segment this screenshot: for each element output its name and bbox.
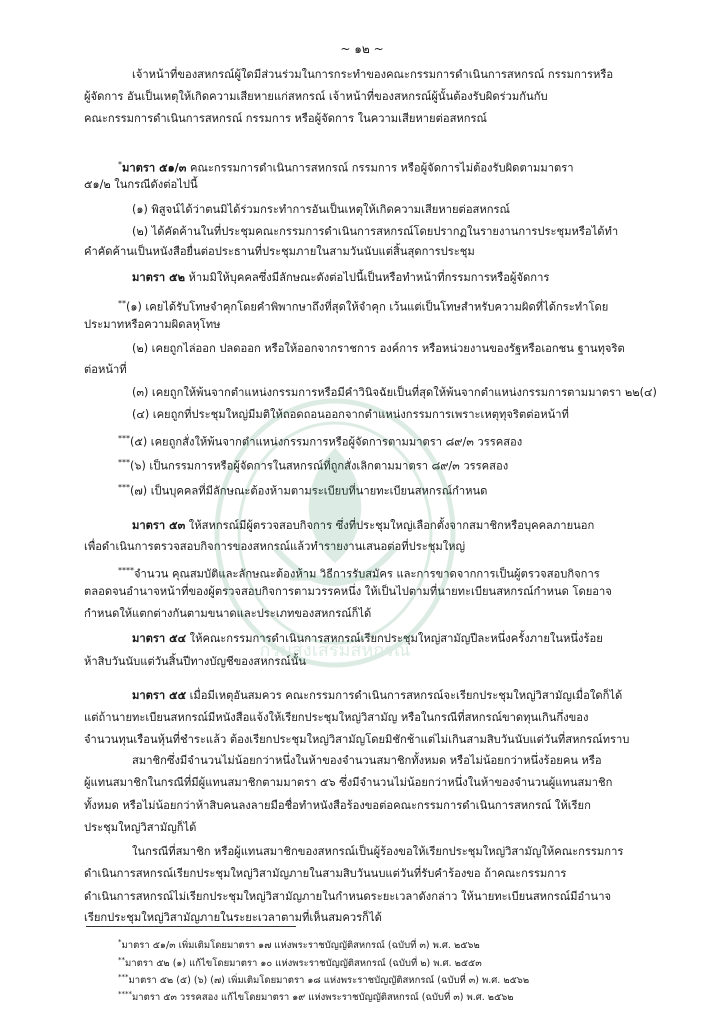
footnote-marker: ****: [118, 990, 132, 998]
line-text: (๖) เป็นกรรมการหรือผู้จัดการในสหกรณ์ที่ถูกสั่งเลิกตามมาตรา ๘๙/๓ วรรคสอง: [130, 459, 509, 473]
line-text: (๒) ได้คัดค้านในที่ประชุมคณะกรรมการดำเนินการสหกรณ์โดยปรากฏในรายงานการประชุมหรือได้ทำ: [132, 225, 619, 238]
paragraph-5-line-1: [84, 318, 658, 332]
line-text: ประมาทหรือความผิดลหุโทษ: [84, 318, 221, 331]
line-text: ดำเนินการสหกรณ์เรียกประชุมใหญ่วิสามัญภายในสามสิบวันนบแต่วันที่รับคำร้องขอ ถ้าคณะกรรมการ: [84, 867, 567, 880]
line-text: ตลอดจนอำนาจหน้าที่ของผู้ตรวจสอบกิจการตามวรรคหนึ่ง ให้เป็นไปตามที่นายทะเบียนสหกรณ์กำหนด โดยอาจ: [84, 585, 612, 598]
line-text: (๒) เคยถูกไล่ออก ปลดออก หรือให้ออกจากราชการ องค์การ หรือหน่วยงานของรัฐหรือเอกชน ฐานทุจริต: [132, 342, 625, 355]
line-text: เจ้าหน้าที่ของสหกรณ์ผู้ใดมีส่วนร่วมในการกระทำของคณะกรรมการดำเนินการสหกรณ์ กรรมการหรือ: [132, 68, 614, 81]
footnote-3: [118, 971, 529, 987]
line-text: เมื่อมีเหตุอันสมควร คณะกรรมการดำเนินการสหกรณ์จะเรียกประชุมใหญ่วิสามัญเมื่อใดก็ได้: [186, 689, 623, 702]
line-text: (๑) เคยได้รับโทษจำคุกโดยคำพิพากษาถึงที่สุดให้จำคุก เว้นแต่เป็นโทษสำหรับความผิดที่ได้กระทำโดย: [126, 300, 609, 314]
footnote-marker: ***: [118, 458, 130, 467]
svg-text:กรมส่งเสริมสหกรณ์: กรมส่งเสริมสหกรณ์: [259, 640, 411, 661]
paragraph-16-line-3: [84, 821, 658, 835]
line-text: (๓) เคยถูกให้พ้นจากตำแหน่งกรรมการหรือมีคำวินิจฉัยเป็นที่สุดให้พ้นจากตำแหน่งกรรมการตามมาตรา ๒๒(๔): [132, 386, 657, 399]
line-text: (๑) พิสูจน์ได้ว่าตนมิได้ร่วมกระทำการอันเป็นเหตุให้เกิดความเสียหายต่อสหกรณ์: [132, 203, 510, 216]
line-text: ๕๑/๒ ในกรณีดังต่อไปนี้: [84, 178, 198, 191]
footnote-divider: [86, 926, 296, 927]
footnote-4: [118, 988, 514, 1004]
paragraph-2-line-0: [132, 203, 658, 217]
paragraph-0-line-1: [84, 90, 658, 104]
line-text: ให้คณะกรรมการดำเนินการสหกรณ์เรียกประชุมใหญ่สามัญปีละหนึ่งครั้งภายในหนึ่งร้อย: [186, 632, 603, 645]
line-text: (๔) เคยถูกที่ประชุมใหญ่มีมติให้ถอดถอนออกจากตำแหน่งกรรมการเพราะเหตุทุจริตต่อหน้าที่: [132, 408, 569, 421]
line-text: ห้าสิบวันนับแต่วันสิ้นปีทางบัญชีของสหกรณ์นั้น: [84, 655, 307, 668]
paragraph-4-line-0: [132, 271, 658, 285]
line-text: เรียกประชุมใหญ่วิสามัญภายในระยะเวลาตามที่เห็นสมควรก็ได้: [84, 911, 382, 924]
section-heading: มาตรา ๕๔: [132, 632, 187, 645]
section-heading: มาตรา ๕๕: [132, 689, 187, 702]
line-text: ทั้งหมด หรือไม่น้อยกว่าห้าสิบคนลงลายมือชื่อทำหนังสือร้องขอต่อคณะกรรมการดำเนินการสหกรณ์ ให้เรียก: [84, 799, 591, 812]
page-number: ~ ๑๒ ~: [340, 42, 384, 56]
line-text: คณะกรรมการดำเนินการสหกรณ์ กรรมการ หรือผู้จัดการไม่ต้องรับผิดตามมาตรา: [186, 161, 574, 175]
paragraph-16-line-1: [84, 776, 658, 790]
paragraph-1-line-0: [118, 158, 658, 176]
paragraph-6-line-1: [84, 363, 658, 377]
paragraph-6-line-0: [132, 342, 658, 356]
footnote-marker: **: [118, 956, 125, 964]
section-heading: มาตรา ๕๒: [132, 271, 185, 284]
line-text: ในกรณีที่สมาชิก หรือผู้แทนสมาชิกของสหกรณ์เป็นผู้ร้องขอให้เรียกประชุมใหญ่วิสามัญให้คณะกรรมการ: [132, 845, 624, 858]
line-text: คำคัดค้านเป็นหนังสือยื่นต่อประธานที่ประชุมภายในสามวันนับแต่สิ้นสุดการประชุม: [84, 245, 475, 258]
paragraph-1-line-1: [84, 178, 658, 192]
line-text: แต่ถ้านายทะเบียนสหกรณ์มีหนังสือแจ้งให้เรียกประชุมใหญ่วิสามัญ หรือในกรณีที่สหกรณ์ขาดทุนเกินกึ่งของ: [84, 711, 589, 724]
section-heading: มาตรา ๕๑/๓: [122, 161, 187, 175]
line-text: ให้สหกรณ์มีผู้ตรวจสอบกิจการ ซึ่งที่ประชุมใหญ่เลือกตั้งจากสมาชิกหรือบุคคลภายนอก: [185, 519, 595, 532]
seal-watermark-icon: [205, 388, 465, 678]
footnote-marker: *: [118, 160, 122, 169]
paragraph-16-line-2: [84, 799, 658, 813]
paragraph-15-line-0: [132, 689, 658, 703]
paragraph-17-line-1: [84, 867, 658, 881]
footnote-text: มาตรา ๕๓ วรรคสอง แก้ไขโดยมาตรา ๑๙ แห่งพระราชบัญญัติสหกรณ์ (ฉบับที่ ๓) พ.ศ. ๒๕๖๒: [132, 992, 514, 1004]
paragraph-17-line-3: [84, 911, 658, 925]
footnote-text: มาตรา ๕๒ (๑) แก้ไขโดยมาตรา ๑๐ แห่งพระราชบัญญัติสหกรณ์ (ฉบับที่ ๒) พ.ศ. ๒๕๕๓: [125, 958, 482, 970]
line-text: ต่อหน้าที่: [84, 363, 127, 376]
line-text: เพื่อดำเนินการตรวจสอบกิจการของสหกรณ์แล้วทำรายงานเสนอต่อที่ประชุมใหญ่: [84, 540, 466, 553]
paragraph-3-line-0: [132, 225, 658, 239]
footnote-marker: ***: [118, 973, 129, 981]
line-text: ดำเนินการสหกรณ์ไม่เรียกประชุมใหญ่วิสามัญภายในกำหนดระยะเวลาดังกล่าว ให้นายทะเบียนสหกรณ์มีอำนาจ: [84, 890, 612, 903]
paragraph-15-line-2: [84, 733, 658, 747]
footnote-marker: ***: [118, 434, 130, 443]
section-heading: มาตรา ๕๓: [132, 519, 186, 532]
footnote-marker: ***: [118, 483, 130, 492]
line-text: ประชุมใหญ่วิสามัญก็ได้: [84, 821, 197, 834]
paragraph-3-line-1: [84, 245, 658, 259]
footnote-1: [118, 936, 480, 952]
footnote-text: มาตรา ๕๒ (๕) (๖) (๗) เพิ่มเติมโดยมาตรา ๑๘ แห่งพระราชบัญญัติสหกรณ์ (ฉบับที่ ๓) พ.ศ. ๒๕๖๒: [128, 975, 530, 987]
footnote-text: มาตรา ๕๑/๓ เพิ่มเติมโดยมาตรา ๑๗ แห่งพระราชบัญญัติสหกรณ์ (ฉบับที่ ๓) พ.ศ. ๒๕๖๒: [121, 940, 480, 952]
footnote-marker: **: [118, 299, 126, 308]
paragraph-16-line-0: [132, 754, 658, 768]
paragraph-17-line-2: [84, 890, 658, 904]
paragraph-0-line-2: [84, 112, 658, 126]
line-text: คณะกรรมการดำเนินการสหกรณ์ กรรมการ หรือผู้จัดการ ในความเสียหายต่อสหกรณ์: [84, 112, 487, 125]
line-text: ห้ามมิให้บุคคลซึ่งมีลักษณะดังต่อไปนี้เป็นหรือทำหน้าที่กรรมการหรือผู้จัดการ: [184, 271, 550, 284]
footnote-marker: *: [118, 938, 122, 946]
footnote-2: [118, 954, 482, 970]
paragraph-17-line-0: [132, 845, 658, 859]
paragraph-5-line-0: [118, 297, 658, 315]
line-text: กำหนดให้แตกต่างกันตามขนาดและประเภทของสหกรณ์ก็ได้: [84, 607, 372, 620]
line-text: (๕) เคยถูกสั่งให้พ้นจากตำแหน่งกรรมการหรือผู้จัดการตามมาตรา ๘๙/๓ วรรคสอง: [130, 435, 523, 449]
footnote-marker: ****: [118, 566, 134, 575]
paragraph-15-line-1: [84, 711, 658, 725]
line-text: (๗) เป็นบุคคลที่มีลักษณะต้องห้ามตามระเบียบที่นายทะเบียนสหกรณ์กำหนด: [130, 484, 488, 498]
line-text: จำนวนทุนเรือนหุ้นที่ชำระแล้ว ต้องเรียกประชุมใหญ่วิสามัญโดยมิชักช้าแต่ไม่เกินสามสิบวันนับแต่วันที่สหกรณ์ทราบ: [84, 733, 630, 746]
line-text: ผู้แทนสมาชิกในกรณีที่มีผู้แทนสมาชิกตามมาตรา ๕๖ ซึ่งมีจำนวนไม่น้อยกว่าหนึ่งในห้าของจำนวนผู้แทนสมาชิก: [84, 776, 613, 789]
paragraph-0-line-0: [132, 68, 658, 82]
line-text: สมาชิกซึ่งมีจำนวนไม่น้อยกว่าหนึ่งในห้าของจำนวนสมาชิกทั้งหมด หรือไม่น้อยกว่าหนึ่งร้อยคน หรือ: [132, 754, 602, 767]
line-text: จำนวน คุณสมบัติและลักษณะต้องห้าม วิธีการรับสมัคร และการขาดจากการเป็นผู้ตรวจสอบกิจการ: [134, 567, 600, 581]
line-text: ผู้จัดการ อันเป็นเหตุให้เกิดความเสียหายแก่สหกรณ์ เจ้าหน้าที่ของสหกรณ์ผู้นั้นต้องรับผิดร่วมกันกับ: [84, 90, 548, 103]
